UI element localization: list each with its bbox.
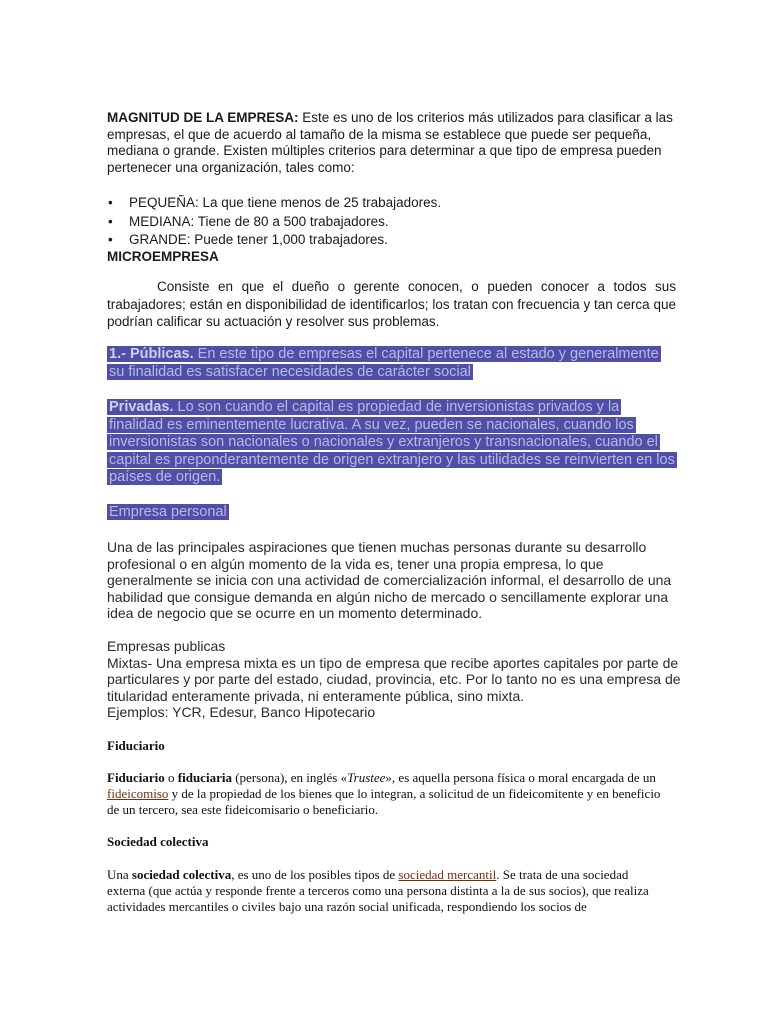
size-bullet-list (107, 194, 677, 250)
ejemplos-line: Ejemplos: YCR, Edesur, Banco Hipotecario (107, 704, 376, 720)
magnitud-paragraph (107, 110, 677, 176)
bullet-icon: • (108, 213, 113, 229)
privadas-highlight (107, 399, 677, 485)
trustee-term: Trustee (347, 770, 386, 785)
magnitud-text: Este es uno de los criterios más utilizados para clasificar a las empresas, el que de acuerdo al tamaño de la misma se establece que puede ser pequeña, mediana o grande. Existen múltiples criterios para determinar a que tipo de empresa pueden pertenecer una organización, tales como: (107, 110, 673, 175)
sociedad-text-2: , es uno de los posibles tipos de (231, 867, 399, 882)
list-item (107, 231, 677, 250)
publicas-highlight (107, 346, 661, 380)
publicas-paragraph (107, 346, 677, 381)
microempresa-heading: MICROEMPRESA (107, 249, 219, 264)
fideicomiso-link[interactable]: fideicomiso (107, 786, 169, 801)
fiduciario-heading: Fiduciario (107, 738, 165, 753)
empresa-personal-heading (107, 504, 229, 522)
bullet-text: PEQUEÑA: La que tiene menos de 25 trabajadores. (129, 195, 442, 210)
privadas-text: Lo son cuando el capital es propiedad de inversionistas privados y la finalidad es eminentemente lucrativa. A su vez, pueden se nacionales, cuando los inversionistas son nacionales o nacionales y extranjeros y transnacionales, cuando el capital es preponderantemente de origen extranjero y las utilidades se reinvierten en los países de origen. (109, 399, 675, 485)
bullet-text: MEDIANA: Tiene de 80 a 500 trabajadores. (129, 213, 389, 229)
sociedad-paragraph (107, 867, 663, 915)
publicas-title: 1.- Públicas. (109, 346, 194, 362)
bullet-icon: • (108, 195, 113, 210)
fiduciaria-term: fiduciaria (177, 770, 232, 785)
empresas-publicas-title: Empresas publicas (107, 638, 226, 654)
microempresa-text: Consiste en que el dueño o gerente conocen, o pueden conocer a todos sus trabajadores; están en disponibilidad de identificarlos; los tratan con frecuencia y tan cerca que podrían calificar su actuación y resolver sus problemas. (107, 279, 676, 329)
sociedad-mercantil-link[interactable]: sociedad mercantil (398, 867, 497, 882)
sociedad-heading: Sociedad colectiva (107, 834, 209, 849)
fiduciario-paragraph (107, 770, 663, 818)
fiduciario-text-2: », es aquella persona física o moral encargada de un (385, 770, 656, 785)
list-item (107, 194, 677, 213)
empresa-personal-paragraph: Una de las principales aspiraciones que tienen muchas personas durante su desarrollo profesional o en algún momento de la vida es, tener una propia empresa, lo que generalmente se inicia con una actividad de comercialización informal, el desarrollo de una habilidad que consigue demanda en algún nicho de mercado o sencillamente explorar una idea de negocio que se ocurre en un momento determinado. (107, 539, 672, 621)
list-item (107, 213, 677, 232)
publicas-text: En este tipo de empresas el capital pertenece al estado y generalmente su finalidad es satisfacer necesidades de carácter social (109, 346, 659, 380)
mixtas-paragraph: Mixtas- Una empresa mixta es un tipo de empresa que recibe aportes capitales por parte de particulares y por parte del estado, ciudad, provincia, etc. Por lo tanto no es una empresa de titularidad enteramente privada, ni enteramente pública, sino mixta. (107, 654, 681, 704)
fiduciario-text-1: (persona), en inglés « (231, 770, 348, 785)
microempresa-paragraph (107, 278, 676, 331)
bullet-text: GRANDE: Puede tener 1,000 trabajadores. (129, 232, 388, 247)
fiduciario-connector: o (164, 770, 178, 785)
fiduciario-term: Fiduciario (107, 770, 165, 785)
empresas-publicas-section (107, 638, 682, 721)
sociedad-text-3: . Se trata de una sociedad externa (que actúa y responde frente a terceros como una persona distinta a la de sus socios), que realiza actividades mercantiles o civiles bajo una razón social unificada, respondiendo los socios de (107, 867, 649, 914)
bullet-icon: • (108, 232, 113, 247)
magnitud-title: MAGNITUD DE LA EMPRESA: (107, 110, 299, 125)
fiduciario-text-3: y de la propiedad de los bienes que lo integran, a solicitud de un fideicomitente y en beneficio de un tercero, sea este fideicomisario o beneficiario. (107, 786, 661, 817)
privadas-title: Privadas. (109, 399, 174, 415)
sociedad-term: sociedad colectiva (131, 867, 232, 882)
sociedad-text-1: Una (107, 867, 132, 882)
empresa-personal-title: Empresa personal (109, 504, 227, 520)
privadas-paragraph (107, 399, 677, 487)
